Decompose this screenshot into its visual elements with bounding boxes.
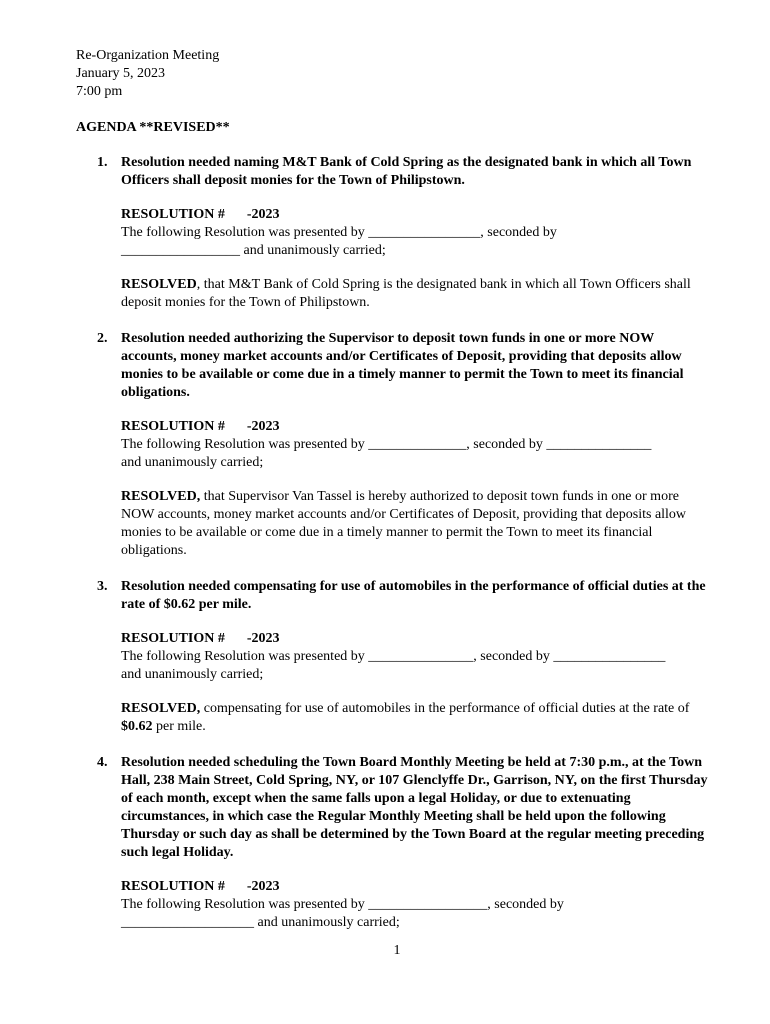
resolved-label: RESOLVED, [121,701,201,716]
agenda-title: AGENDA **REVISED** [76,120,230,135]
meeting-header [76,47,219,101]
resolution-block [121,630,713,684]
resolution-year: -2023 [246,631,280,646]
item-number: 4. [97,755,108,770]
mileage-rate: $0.62 [121,719,153,734]
agenda-item [0,330,713,560]
item-title: Resolution needed authorizing the Supervisor to deposit town funds in one or more NOW accounts, money market accounts and/or Certificates of Deposit, providing that deposits allow monies to be available or come due in a timely manner to permit the Town to meet its financial obligations. [121,331,684,400]
item-title: Resolution needed scheduling the Town Board Monthly Meeting be held at 7:30 p.m., at the Town Hall, 238 Main Street, Cold Spring, NY, or 107 Glenclyffe Dr., Garrison, NY, on the first Thursday of each month, except when the same falls upon a legal Holiday, or due to extenuating circumstances, in which case the Regular Monthly Meeting shall be held upon the following Thursday or such day as shall be determined by the Town Board at the regular meeting preceding such legal Holiday. [121,755,708,860]
resolution-block [121,878,713,932]
item-number: 3. [97,579,108,594]
resolved-label: RESOLVED [121,277,197,292]
agenda-item [0,578,713,736]
resolved-text [121,700,713,736]
resolution-number [121,630,713,648]
resolution-label: RESOLUTION # [121,207,225,222]
resolution-label: RESOLUTION # [121,419,225,434]
resolution-year: -2023 [246,419,280,434]
resolved-body: that Supervisor Van Tassel is hereby authorized to deposit town funds in one or more NOW accounts, money market accounts and/or Certificates of Deposit, providing that deposits allow monies to be available or come due in a timely manner to permit the Town to meet its financial obligations. [121,489,687,558]
resolved-text [121,276,713,312]
resolved-body-end: per mile. [152,719,206,734]
resolution-label: RESOLUTION # [121,631,225,646]
item-title: Resolution needed naming M&T Bank of Cold Spring as the designated bank in which all Town Officers shall deposit monies for the Town of Philipstown. [121,155,692,188]
resolution-block [121,418,713,472]
presented-line: The following Resolution was presented by _________________, seconded by [121,897,564,912]
presented-line: The following Resolution was presented by ________________, seconded by [121,225,557,240]
presented-line: The following Resolution was presented by ______________, seconded by _______________ [121,437,652,452]
meeting-date: January 5, 2023 [76,66,166,81]
resolved-text [121,488,713,560]
resolution-label: RESOLUTION # [121,879,225,894]
meeting-type: Re-Organization Meeting [76,48,220,63]
resolution-number [121,206,713,224]
presented-line: _________________ and unanimously carried; [121,243,386,258]
presented-line: and unanimously carried; [121,667,264,682]
resolution-number [121,878,713,896]
resolved-label: RESOLVED, [121,489,201,504]
agenda-items [0,154,770,950]
resolved-body: compensating for use of automobiles in the performance of official duties at the rate of [200,701,690,716]
item-title: Resolution needed compensating for use of automobiles in the performance of official duties at the rate of $0.62 per mile. [121,579,706,612]
resolution-year: -2023 [246,879,280,894]
resolution-block [121,206,713,260]
resolution-number [121,418,713,436]
presented-line: and unanimously carried; [121,455,264,470]
item-number: 1. [97,155,108,170]
resolution-year: -2023 [246,207,280,222]
page-number: 1 [393,943,401,958]
presented-line: The following Resolution was presented by _______________, seconded by ________________ [121,649,666,664]
agenda-item [0,154,713,312]
agenda-item [0,754,713,932]
resolved-body: , that M&T Bank of Cold Spring is the designated bank in which all Town Officers shall deposit monies for the Town of Philipstown. [121,277,691,310]
presented-line: ___________________ and unanimously carried; [121,915,400,930]
meeting-time: 7:00 pm [76,84,123,99]
item-number: 2. [97,331,108,346]
